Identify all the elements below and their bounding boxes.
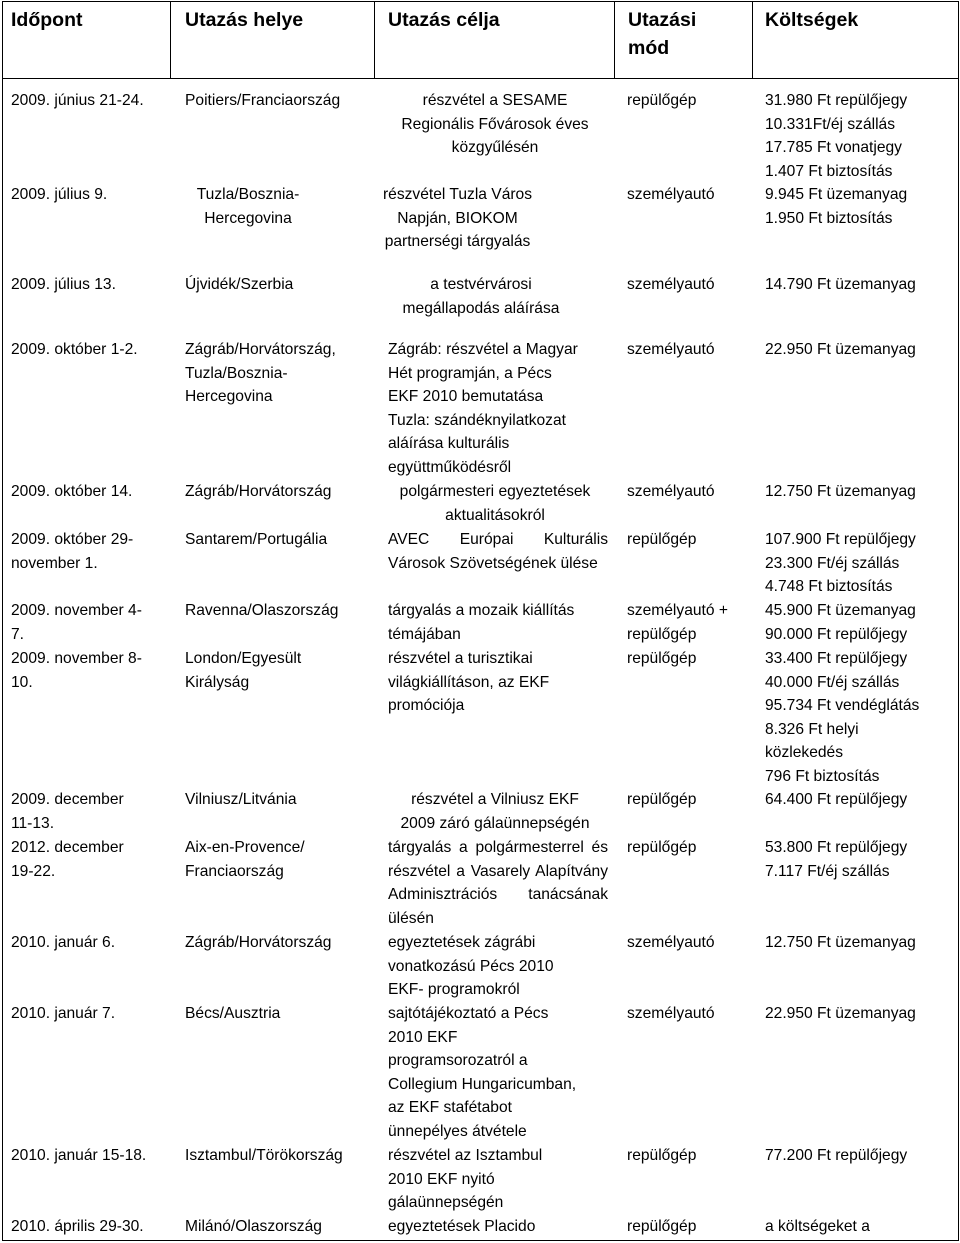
row-date: 2009. június 21-24.	[11, 92, 144, 109]
row-mode: személyautó	[627, 276, 715, 293]
row-date: 2009. október 29- november 1.	[11, 531, 134, 572]
row-mode: repülőgép	[627, 791, 697, 808]
row-date: 2009. október 14.	[11, 483, 133, 500]
header-mode: Utazási mód	[628, 9, 697, 59]
row-mode: személyautó	[627, 934, 715, 951]
header-divider	[2, 78, 958, 79]
row-place: Poitiers/Franciaország	[185, 92, 341, 109]
row-cost: 22.950 Ft üzemanyag	[765, 1005, 916, 1022]
column-divider	[170, 1, 171, 79]
row-purpose: részvétel a Vilniusz EKF 2009 záró gálaünnepségén	[400, 791, 590, 832]
row-place: Zágráb/Horvátország	[185, 934, 332, 951]
row-cost: 22.950 Ft üzemanyag	[765, 341, 916, 358]
row-cost: 53.800 Ft repülőjegy 7.117 Ft/éj szállás	[765, 839, 908, 880]
row-purpose: AVEC Európai Kulturális Városok Szövetségének ülése	[388, 531, 608, 572]
row-purpose: részvétel Tuzla Város Napján, BIOKOM partnerségi tárgyalás	[382, 186, 533, 250]
header-cost: Költségek	[765, 9, 859, 31]
row-cost: 64.400 Ft repülőjegy	[765, 791, 908, 808]
row-date: 2010. január 6.	[11, 934, 116, 951]
row-cost: a költségeket a	[765, 1218, 870, 1235]
row-date: 2012. december 19-22.	[11, 839, 124, 880]
header-place: Utazás helye	[185, 9, 304, 31]
row-cost: 12.750 Ft üzemanyag	[765, 934, 916, 951]
row-purpose: a testvérvárosi megállapodás aláírása	[402, 276, 560, 317]
row-mode: repülőgép	[627, 650, 697, 667]
row-purpose: polgármesteri egyeztetések aktualitásokról	[399, 483, 591, 524]
row-purpose: tárgyalás a mozaik kiállítás témájában	[388, 602, 575, 643]
row-mode: repülőgép	[627, 1147, 697, 1164]
row-mode: személyautó + repülőgép	[627, 602, 728, 643]
row-mode: személyautó	[627, 1005, 715, 1022]
row-place: Santarem/Portugália	[185, 531, 328, 548]
row-place: Milánó/Olaszország	[185, 1218, 322, 1235]
row-place: Zágráb/Horvátország	[185, 483, 332, 500]
row-purpose: egyeztetések zágrábi vonatkozású Pécs 2010 EKF- programokról	[388, 934, 554, 998]
row-purpose: tárgyalás a polgármesterrel és részvétel a Vasarely Alapítvány Adminisztrációs tanácsának ülésén	[388, 839, 608, 927]
row-date: 2009. október 1-2.	[11, 341, 138, 358]
row-date: 2009. november 4- 7.	[11, 602, 142, 643]
row-purpose: sajtótájékoztató a Pécs 2010 EKF programsorozatról a Collegium Hungaricumban, az EKF stafétabot ünnepélyes átvétele	[388, 1005, 577, 1140]
row-date: 2010. január 7.	[11, 1005, 116, 1022]
row-mode: repülőgép	[627, 1218, 697, 1235]
row-purpose: Zágráb: részvétel a Magyar Hét programján, a Pécs EKF 2010 bemutatása Tuzla: szándéknyilatkozat aláírása kulturális együttműködésről	[388, 341, 578, 476]
row-cost: 77.200 Ft repülőjegy	[765, 1147, 908, 1164]
row-place: London/Egyesült Királyság	[185, 650, 302, 691]
row-purpose: egyeztetések Placido	[388, 1218, 536, 1235]
row-date: 2009. július 9.	[11, 186, 108, 203]
row-purpose: részvétel a turisztikai világkiállításon, az EKF promóciója	[388, 650, 550, 714]
row-cost: 33.400 Ft repülőjegy 40.000 Ft/éj szállás 95.734 Ft vendéglátás 8.326 Ft helyi közlekedés 796 Ft biztosítás	[765, 650, 920, 785]
row-mode: személyautó	[627, 186, 715, 203]
row-place: Újvidék/Szerbia	[185, 276, 294, 293]
row-cost: 12.750 Ft üzemanyag	[765, 483, 916, 500]
row-date: 2009. július 13.	[11, 276, 116, 293]
row-place: Zágráb/Horvátország, Tuzla/Bosznia- Hercegovina	[185, 341, 336, 405]
row-mode: személyautó	[627, 341, 715, 358]
column-divider	[374, 1, 375, 79]
row-cost: 45.900 Ft üzemanyag 90.000 Ft repülőjegy	[765, 602, 916, 643]
row-place: Isztambul/Törökország	[185, 1147, 343, 1164]
row-purpose: részvétel a SESAME Regionális Fővárosok éves közgyűlésén	[401, 92, 589, 156]
row-place: Aix-en-Provence/ Franciaország	[185, 839, 305, 880]
row-place: Bécs/Ausztria	[185, 1005, 281, 1022]
header-purpose: Utazás célja	[388, 9, 500, 31]
row-date: 2010. január 15-18.	[11, 1147, 147, 1164]
row-date: 2009. november 8- 10.	[11, 650, 142, 691]
row-date: 2009. december 11-13.	[11, 791, 124, 832]
column-divider	[614, 1, 615, 79]
row-date: 2010. április 29-30.	[11, 1218, 144, 1235]
row-cost: 31.980 Ft repülőjegy 10.331Ft/éj szállás 17.785 Ft vonatjegy 1.407 Ft biztosítás	[765, 92, 908, 180]
row-mode: személyautó	[627, 483, 715, 500]
row-cost: 14.790 Ft üzemanyag	[765, 276, 916, 293]
row-place: Tuzla/Bosznia- Hercegovina	[196, 186, 300, 227]
row-cost: 107.900 Ft repülőjegy 23.300 Ft/éj szállás 4.748 Ft biztosítás	[765, 531, 916, 595]
header-date: Időpont	[11, 9, 83, 31]
row-place: Ravenna/Olaszország	[185, 602, 339, 619]
row-purpose: részvétel az Isztambul 2010 EKF nyitó gálaünnepségén	[388, 1147, 543, 1211]
row-mode: repülőgép	[627, 531, 697, 548]
column-divider	[752, 1, 753, 79]
row-mode: repülőgép	[627, 92, 697, 109]
row-mode: repülőgép	[627, 839, 697, 856]
row-place: Vilniusz/Litvánia	[185, 791, 297, 808]
row-cost: 9.945 Ft üzemanyag 1.950 Ft biztosítás	[765, 186, 908, 227]
